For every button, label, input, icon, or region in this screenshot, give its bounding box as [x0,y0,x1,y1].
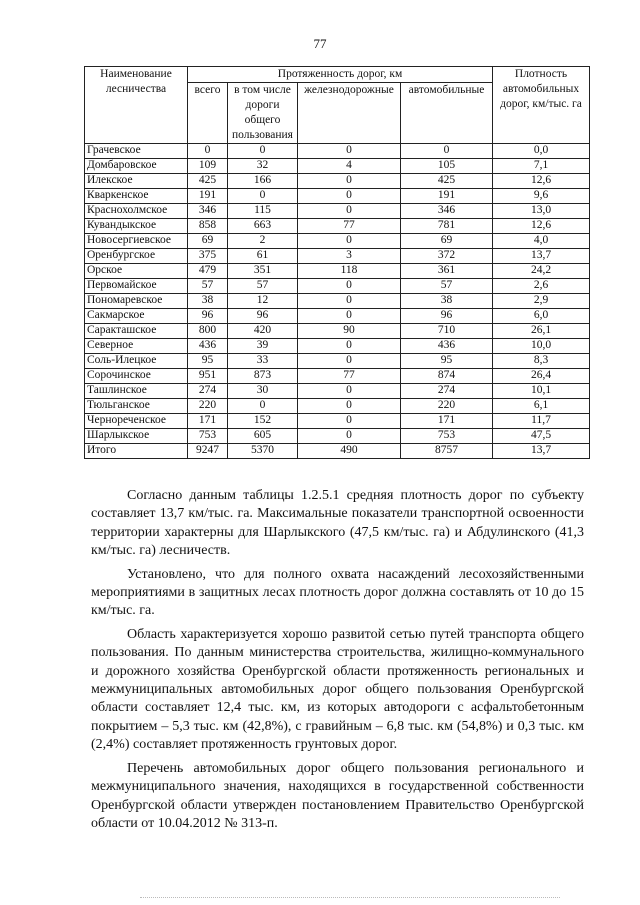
cell-public: 605 [228,429,298,444]
header-automobile: автомобильные [401,83,493,144]
table-header-row [85,67,590,83]
cell-name: Первомайское [85,279,188,294]
table-row [85,354,590,369]
cell-density: 13,7 [493,249,590,264]
cell-name: Оренбургское [85,249,188,264]
cell-automobile: 372 [401,249,493,264]
cell-railway: 0 [298,339,401,354]
cell-automobile: 57 [401,279,493,294]
cell-density: 7,1 [493,159,590,174]
cell-railway: 0 [298,279,401,294]
cell-public: 33 [228,354,298,369]
cell-railway: 0 [298,234,401,249]
table-row [85,264,590,279]
cell-density: 0,0 [493,144,590,159]
cell-public: 96 [228,309,298,324]
cell-railway: 118 [298,264,401,279]
cell-name: Сорочинское [85,369,188,384]
cell-name: Орское [85,264,188,279]
cell-public: 873 [228,369,298,384]
cell-public: 30 [228,384,298,399]
cell-density: 24,2 [493,264,590,279]
cell-automobile: 105 [401,159,493,174]
cell-total: 274 [188,384,228,399]
header-name: Наименование лесничества [85,67,188,144]
road-density-table [84,66,590,459]
cell-public: 12 [228,294,298,309]
cell-density: 10,0 [493,339,590,354]
cell-total: 95 [188,354,228,369]
cell-public: 61 [228,249,298,264]
cell-railway: 0 [298,384,401,399]
cell-public: 166 [228,174,298,189]
body-text [91,487,584,838]
cell-railway: 0 [298,144,401,159]
table-row [85,174,590,189]
cell-automobile: 171 [401,414,493,429]
cell-total: 109 [188,159,228,174]
cell-name: Соль-Илецкое [85,354,188,369]
cell-name: Кваркенское [85,189,188,204]
header-length-group: Протяженность дорог, км [188,67,493,83]
cell-automobile: 38 [401,294,493,309]
cell-public: 32 [228,159,298,174]
cell-total: 858 [188,219,228,234]
cell-name: Илекское [85,174,188,189]
table-row [85,444,590,459]
cell-railway: 4 [298,159,401,174]
table-body [85,144,590,459]
table-row [85,159,590,174]
cell-railway: 0 [298,294,401,309]
cell-density: 26,4 [493,369,590,384]
cell-name: Чернореченское [85,414,188,429]
cell-total: 375 [188,249,228,264]
cell-name: Итого [85,444,188,459]
cell-name: Сакмарское [85,309,188,324]
cell-automobile: 96 [401,309,493,324]
cell-density: 4,0 [493,234,590,249]
cell-density: 12,6 [493,174,590,189]
cell-railway: 0 [298,174,401,189]
cell-total: 38 [188,294,228,309]
table-row [85,339,590,354]
table-row [85,384,590,399]
cell-name: Новосергиевское [85,234,188,249]
header-public: в том числе дороги общего пользования [228,83,298,144]
cell-density: 47,5 [493,429,590,444]
cell-public: 5370 [228,444,298,459]
cell-automobile: 361 [401,264,493,279]
cell-public: 0 [228,189,298,204]
cell-total: 479 [188,264,228,279]
cell-density: 13,0 [493,204,590,219]
cell-automobile: 874 [401,369,493,384]
cell-automobile: 710 [401,324,493,339]
cell-total: 69 [188,234,228,249]
cell-total: 191 [188,189,228,204]
table-row [85,144,590,159]
cell-total: 9247 [188,444,228,459]
cell-public: 57 [228,279,298,294]
paragraph-3: Область характеризуется хорошо развитой сетью путей транспорта общего пользования. По данным министерства строительства, жилищно-коммунального и дорожного хозяйства Оренбургской области протяженность региональных и межмуниципальных автомобильных дорог общего пользования Оренбургской области составляет 12,4 тыс. км, из которых автодороги с асфальтобетонным покрытием – 5,3 тыс. км (42,8%), с гравийным – 6,8 тыс. км (54,8%) и 0,3 тыс. км (2,4%) составляет протяженность грунтовых дорог. [91,626,584,753]
table-row [85,369,590,384]
cell-railway: 3 [298,249,401,264]
cell-automobile: 0 [401,144,493,159]
cell-railway: 0 [298,204,401,219]
table-row [85,429,590,444]
table-row [85,279,590,294]
paragraph-2: Установлено, что для полного охвата насаждений лесохозяйственными мероприятиями в защитных лесах плотность дорог должна составлять от 10 до 15 км/тыс. га. [91,566,584,619]
cell-public: 152 [228,414,298,429]
cell-total: 171 [188,414,228,429]
table-row [85,249,590,264]
cell-total: 220 [188,399,228,414]
cell-railway: 0 [298,354,401,369]
table-row [85,294,590,309]
cell-total: 425 [188,174,228,189]
table-row [85,234,590,249]
cell-density: 2,6 [493,279,590,294]
cell-railway: 77 [298,369,401,384]
cell-density: 11,7 [493,414,590,429]
cell-railway: 0 [298,309,401,324]
cell-automobile: 8757 [401,444,493,459]
cell-railway: 0 [298,399,401,414]
cell-automobile: 436 [401,339,493,354]
cell-railway: 0 [298,189,401,204]
cell-total: 800 [188,324,228,339]
cell-name: Саракташское [85,324,188,339]
cell-total: 96 [188,309,228,324]
cell-density: 26,1 [493,324,590,339]
header-railway: железнодорожные [298,83,401,144]
cell-density: 6,0 [493,309,590,324]
table-row [85,204,590,219]
cell-name: Домбаровское [85,159,188,174]
cell-public: 0 [228,144,298,159]
cell-density: 8,3 [493,354,590,369]
cell-total: 753 [188,429,228,444]
table-row [85,189,590,204]
cell-automobile: 781 [401,219,493,234]
cell-total: 436 [188,339,228,354]
cell-public: 0 [228,399,298,414]
cell-total: 57 [188,279,228,294]
cell-automobile: 95 [401,354,493,369]
table-row [85,414,590,429]
cell-name: Пономаревское [85,294,188,309]
paragraph-4: Перечень автомобильных дорог общего пользования регионального и межмуниципального значения, находящихся в государственной собственности Оренбургской области утвержден постановлением Правительство Оренбургской области от 10.04.2012 № 313-п. [91,760,584,831]
cell-public: 351 [228,264,298,279]
cell-name: Грачевское [85,144,188,159]
cell-railway: 90 [298,324,401,339]
cell-automobile: 346 [401,204,493,219]
cell-public: 39 [228,339,298,354]
cell-total: 0 [188,144,228,159]
cell-public: 663 [228,219,298,234]
table-row [85,219,590,234]
page-number: 77 [313,36,327,51]
cell-railway: 490 [298,444,401,459]
cell-automobile: 191 [401,189,493,204]
cell-automobile: 425 [401,174,493,189]
cell-name: Тюльганское [85,399,188,414]
table-row [85,324,590,339]
cell-name: Шарлыкское [85,429,188,444]
cell-name: Краснохолмское [85,204,188,219]
cell-name: Кувандыкское [85,219,188,234]
cell-public: 420 [228,324,298,339]
cell-name: Ташлинское [85,384,188,399]
table-row [85,399,590,414]
cell-railway: 77 [298,219,401,234]
footer-divider [140,897,560,899]
cell-automobile: 274 [401,384,493,399]
cell-railway: 0 [298,429,401,444]
table-row [85,309,590,324]
cell-name: Северное [85,339,188,354]
paragraph-1: Согласно данным таблицы 1.2.5.1 средняя плотность дорог по субъекту составляет 13,7 км/тыс. га. Максимальные показатели транспортной освоенности территории характерны для Шарлыкского (47,5 км/тыс. га) и Абдулинского (41,3 км/тыс. га) лесничеств. [91,488,584,559]
header-density: Плотность автомобильных дорог, км/тыс. га [493,67,590,144]
cell-density: 13,7 [493,444,590,459]
cell-automobile: 753 [401,429,493,444]
cell-density: 10,1 [493,384,590,399]
cell-total: 346 [188,204,228,219]
cell-automobile: 69 [401,234,493,249]
cell-automobile: 220 [401,399,493,414]
cell-density: 12,6 [493,219,590,234]
cell-density: 2,9 [493,294,590,309]
cell-railway: 0 [298,414,401,429]
header-total: всего [188,83,228,144]
cell-total: 951 [188,369,228,384]
cell-public: 115 [228,204,298,219]
cell-public: 2 [228,234,298,249]
cell-density: 6,1 [493,399,590,414]
cell-density: 9,6 [493,189,590,204]
